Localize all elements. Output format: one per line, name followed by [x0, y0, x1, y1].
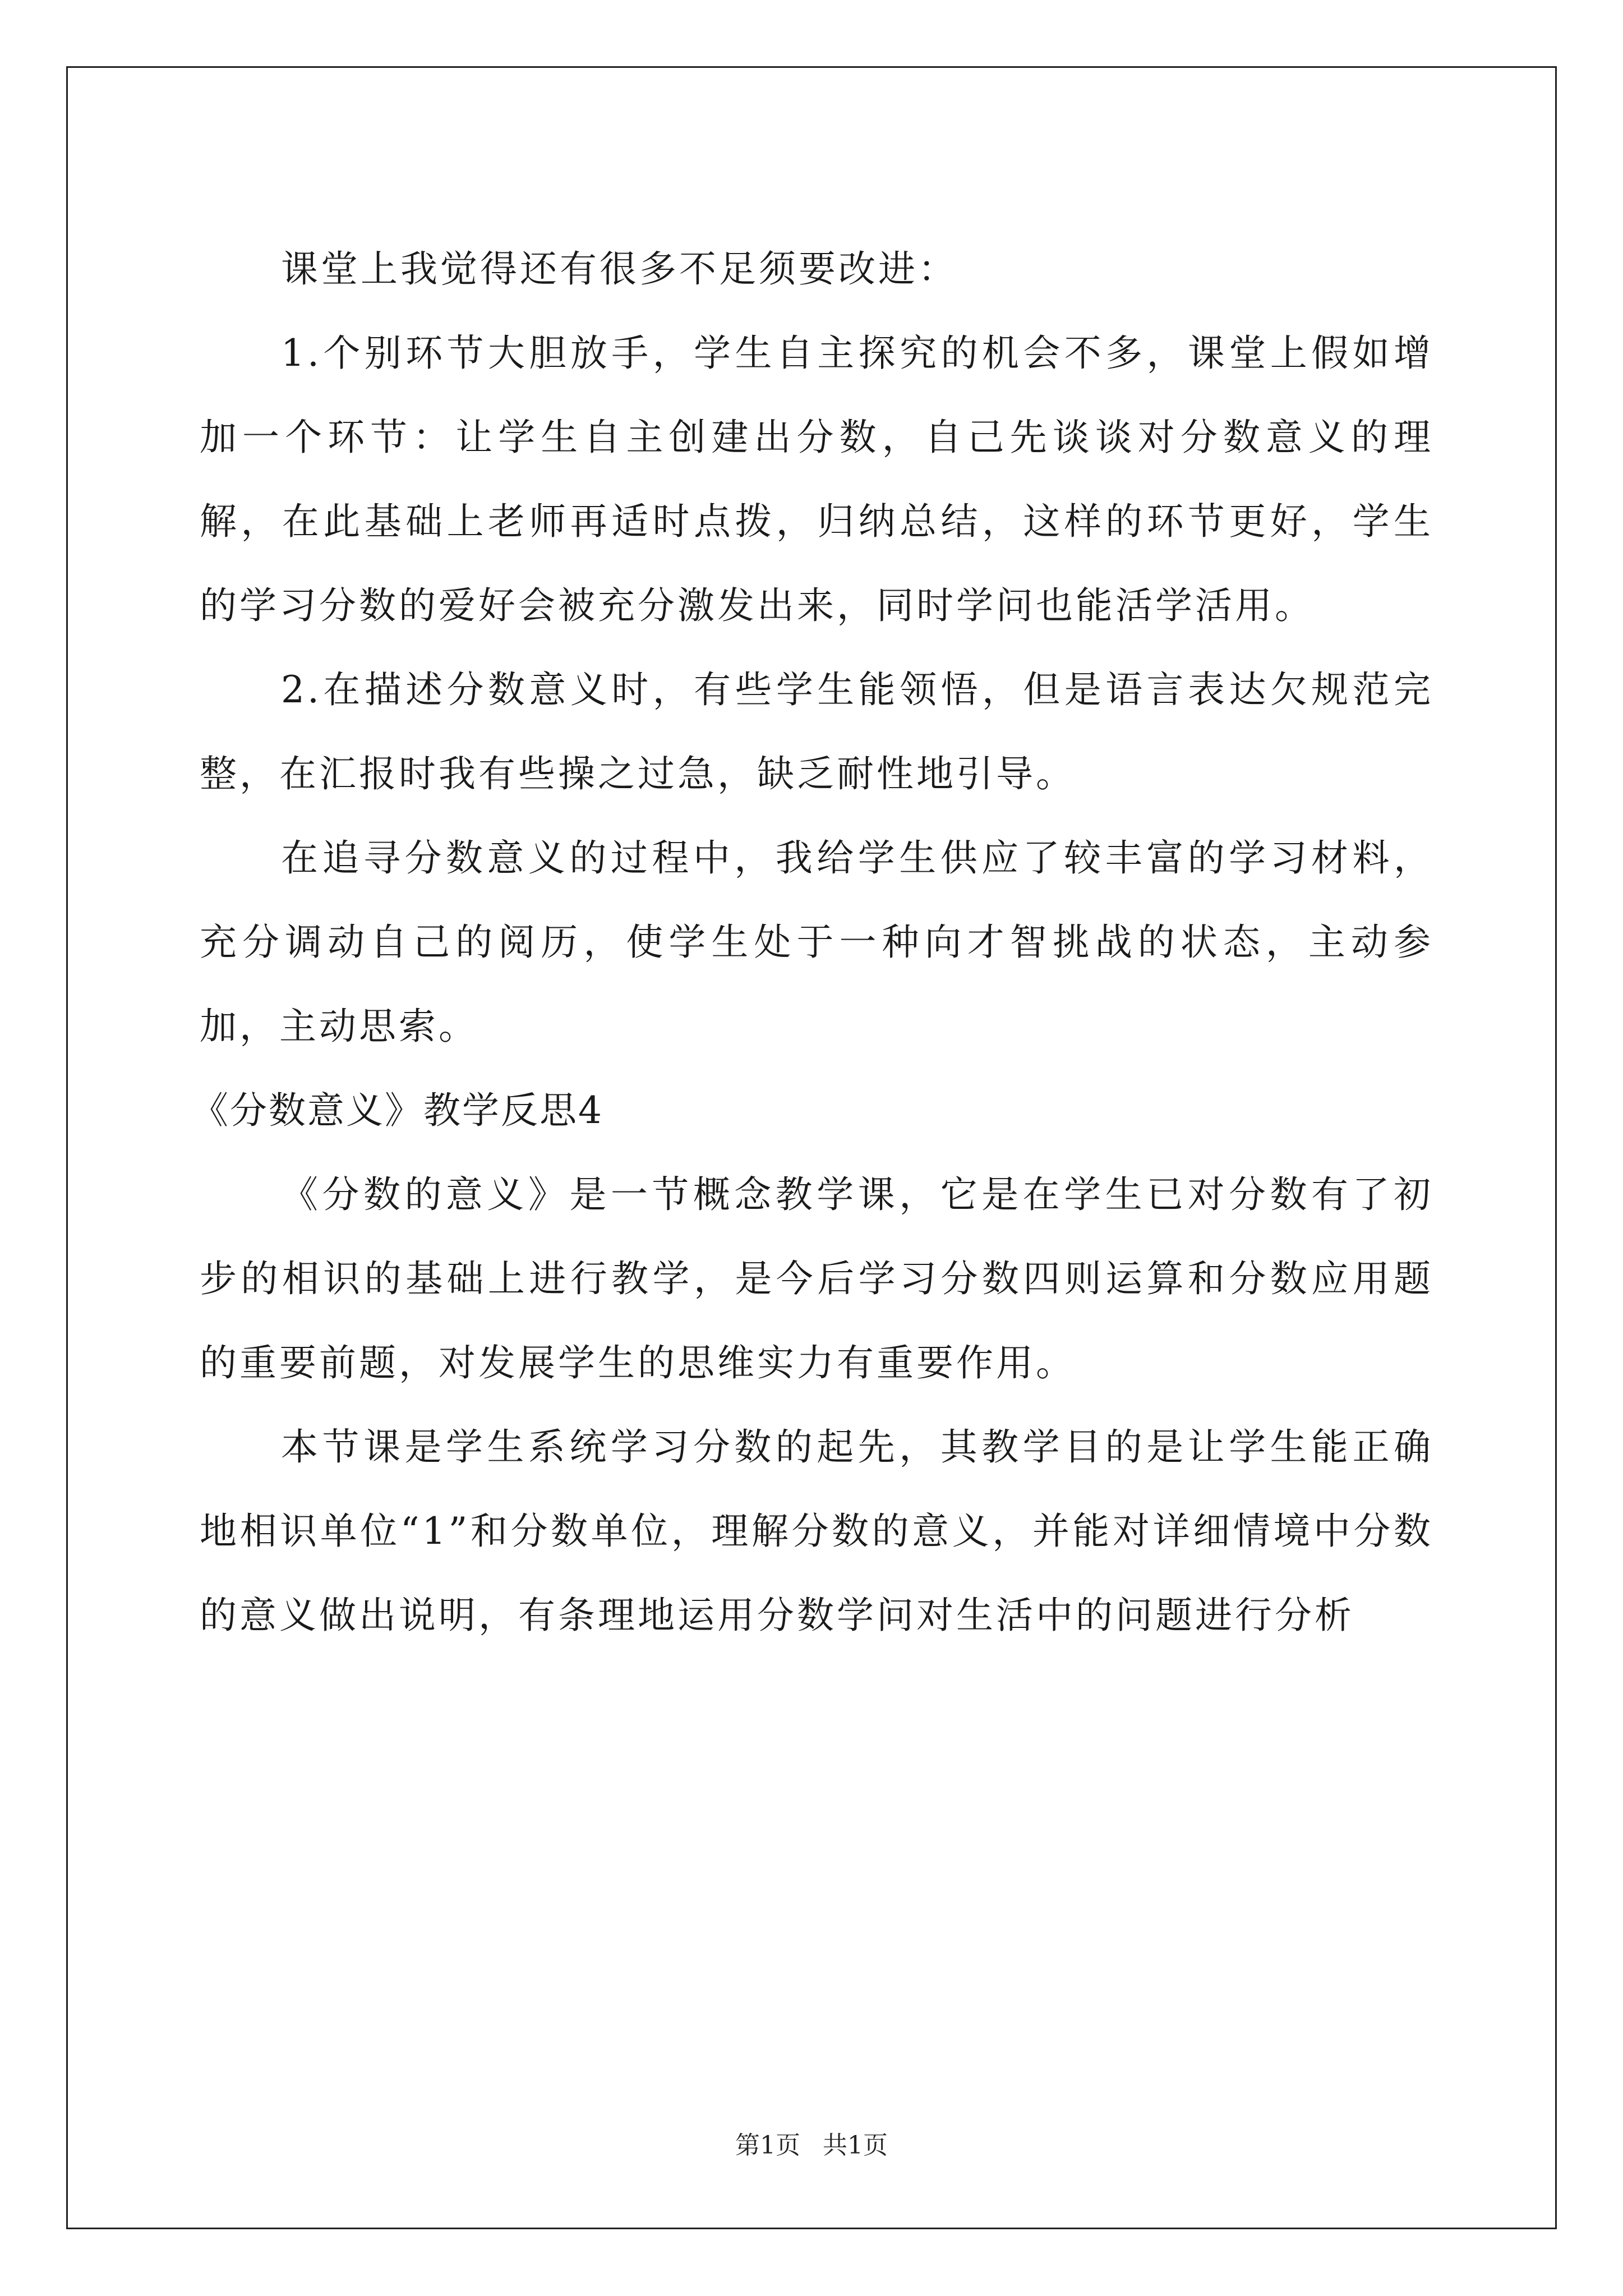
paragraph-summary: 在追寻分数意义的过程中，我给学生供应了较丰富的学习材料，充分调动自己的阅历，使学生处于一种向才智挑战的状态，主动参加，主动思索。	[200, 836, 1433, 1048]
paragraph-point-2: 2.在描述分数意义时，有些学生能领悟，但是语言表达欠规范完整，在汇报时我有些操之过急，缺乏耐性地引导。	[200, 668, 1433, 795]
document-body	[191, 227, 1433, 1658]
page-footer	[0, 2129, 1623, 2162]
section-heading: 《分数意义》教学反思4	[191, 1089, 603, 1132]
paragraph-point-1: 1.个别环节大胆放手，学生自主探究的机会不多，课堂上假如增加一个环节：让学生自主创建出分数，自己先谈谈对分数意义的理解，在此基础上老师再适时点拨，归纳总结，这样的环节更好，学生的学习分数的爱好会被充分激发出来，同时学问也能活学活用。	[200, 332, 1433, 627]
page-total: 共1页	[823, 2131, 888, 2160]
paragraph-intro: 课堂上我觉得还有很多不足须要改进：	[281, 247, 958, 291]
paragraph-reflection-1: 《分数的意义》是一节概念教学课，它是在学生已对分数有了初步的相识的基础上进行教学，是今后学习分数四则运算和分数应用题的重要前题，对发展学生的思维实力有重要作用。	[200, 1173, 1433, 1384]
page-number: 第1页	[735, 2131, 800, 2160]
paragraph-reflection-2: 本节课是学生系统学习分数的起先，其教学目的是让学生能正确地相识单位“1”和分数单位，理解分数的意义，并能对详细情境中分数的意义做出说明，有条理地运用分数学问对生活中的问题进行分析	[200, 1425, 1433, 1637]
